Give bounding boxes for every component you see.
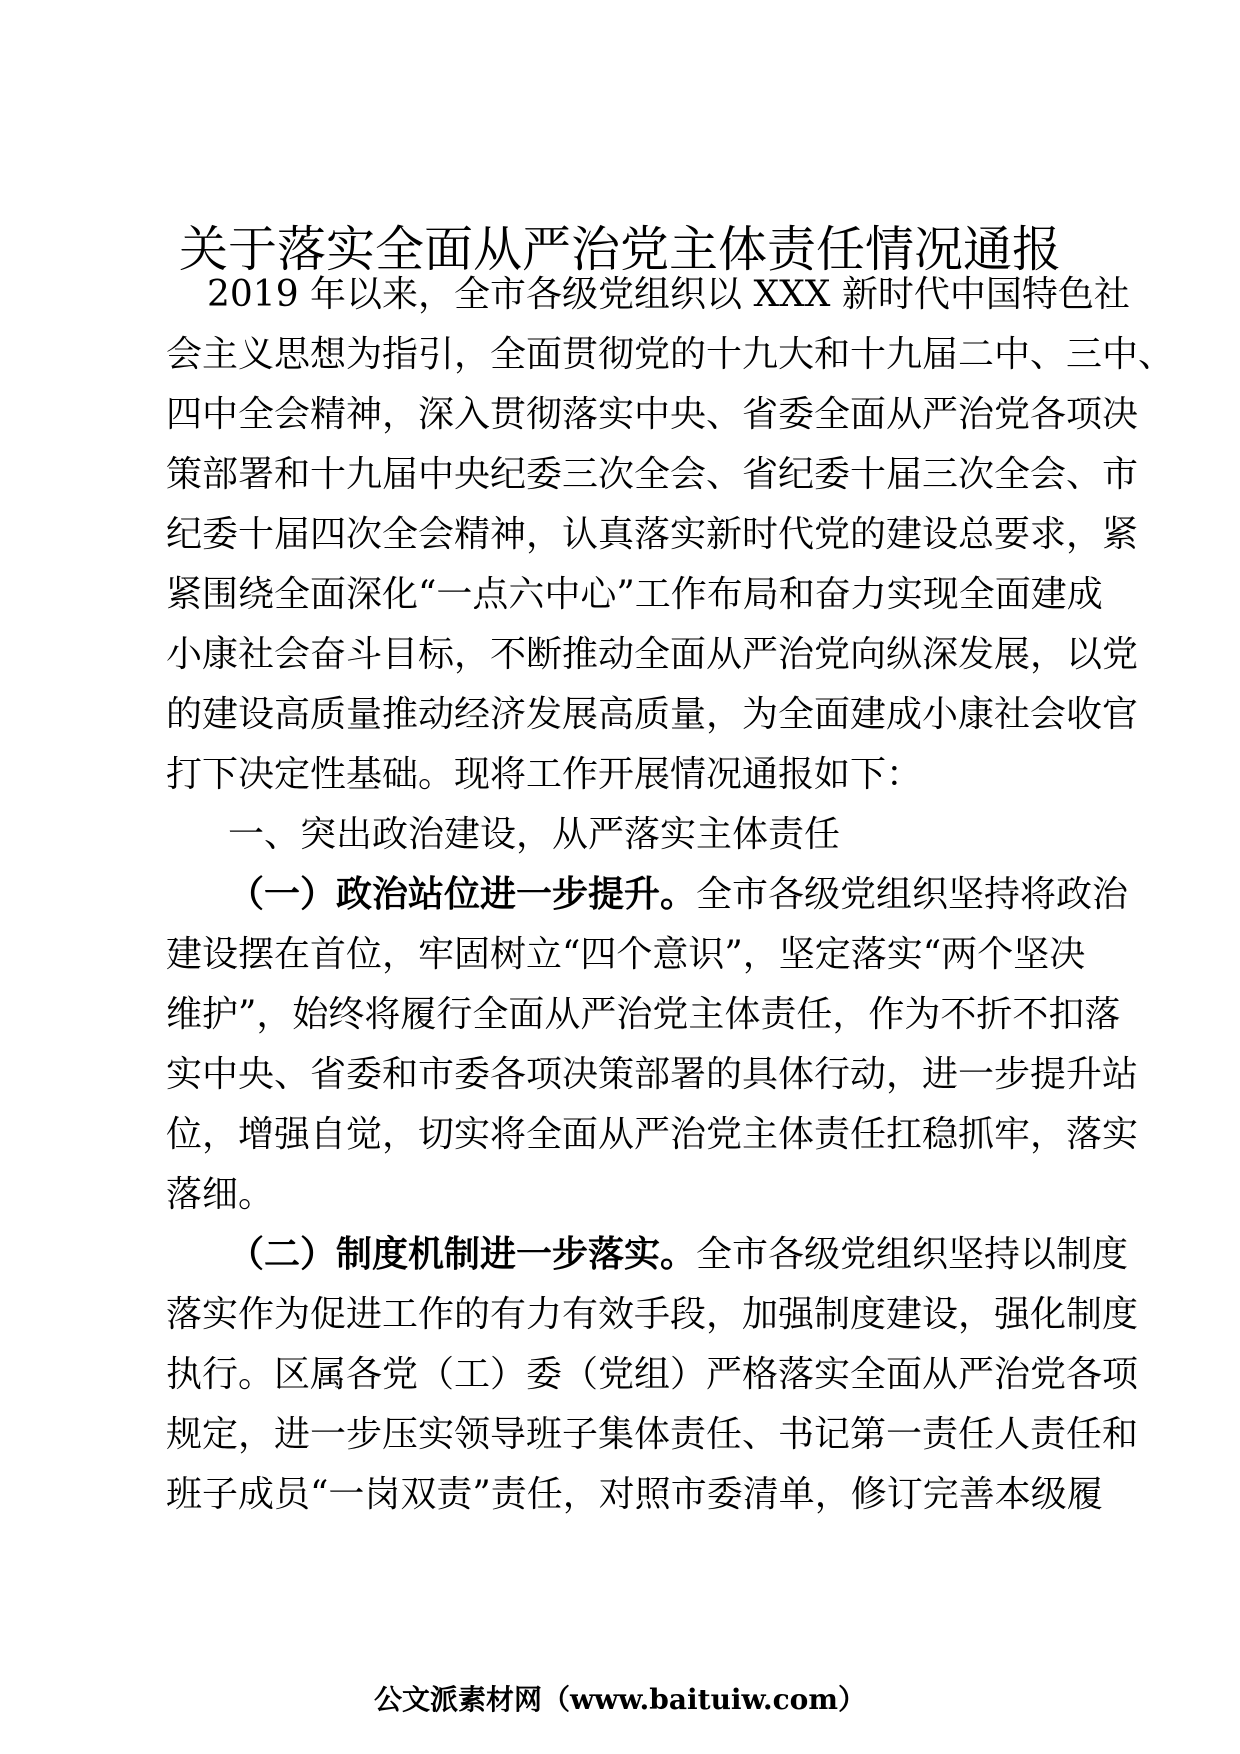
paragraph-line: 落细。 (166, 1174, 275, 1215)
paragraph-line: 落实作为促进工作的有力有效手段，加强制度建设，强化制度 (166, 1294, 1139, 1335)
paragraph-line: 打下决定性基础。现将工作开展情况通报如下： (166, 754, 923, 795)
paragraph-line: 纪委十届四次全会精神，认真落实新时代党的建设总要求，紧 (166, 514, 1139, 555)
section-heading: 一、突出政治建设，从严落实主体责任 (228, 814, 841, 855)
paragraph-line: 建设摆在首位，牢固树立“四个意识”，坚定落实“两个坚决 (166, 934, 1086, 975)
document-title: 关于落实全面从严治党主体责任情况通报 (178, 221, 1061, 278)
paragraph-line: 会主义思想为指引，全面贯彻党的十九大和十九届二中、三中、 (166, 334, 1175, 375)
paragraph-line: 四中全会精神，深入贯彻落实中央、省委全面从严治党各项决 (166, 394, 1139, 435)
paragraph-line: 规定，进一步压实领导班子集体责任、书记第一责任人责任和 (166, 1414, 1139, 1455)
paragraph-line: 执行。区属各党（工）委（党组）严格落实全面从严治党各项 (166, 1354, 1139, 1395)
paragraph-line: 2019 年以来，全市各级党组织以 XXX 新时代中国特色社 (207, 274, 1130, 315)
paragraph-line: 维护”，始终将履行全面从严治党主体责任，作为不折不扣落 (166, 994, 1121, 1035)
subheading: （二）制度机制进一步落实。 (228, 1234, 697, 1275)
paragraph-line: 班子成员“一岗双责”责任，对照市委清单，修订完善本级履 (166, 1474, 1103, 1515)
paragraph-line (228, 1225, 1128, 1285)
paragraph-text: 全市各级党组织坚持将政治 (696, 874, 1129, 915)
subheading: （一）政治站位进一步提升。 (228, 874, 697, 915)
paragraph-text: 全市各级党组织坚持以制度 (696, 1234, 1129, 1275)
paragraph-line: 紧围绕全面深化“一点六中心”工作布局和奋力实现全面建成 (166, 574, 1103, 615)
paragraph-line: 策部署和十九届中央纪委三次全会、省纪委十届三次全会、市 (166, 454, 1139, 495)
paragraph-line: 小康社会奋斗目标，不断推动全面从严治党向纵深发展，以党 (166, 634, 1139, 675)
paragraph-line: 位，增强自觉，切实将全面从严治党主体责任扛稳抓牢，落实 (166, 1114, 1139, 1155)
paragraph-line: 实中央、省委和市委各项决策部署的具体行动，进一步提升站 (166, 1054, 1139, 1095)
paragraph-line: 的建设高质量推动经济发展高质量，为全面建成小康社会收官 (166, 694, 1139, 735)
footer-watermark: 公文派素材网（www.baituiw.com） (374, 1683, 866, 1716)
paragraph-line (228, 865, 1128, 925)
